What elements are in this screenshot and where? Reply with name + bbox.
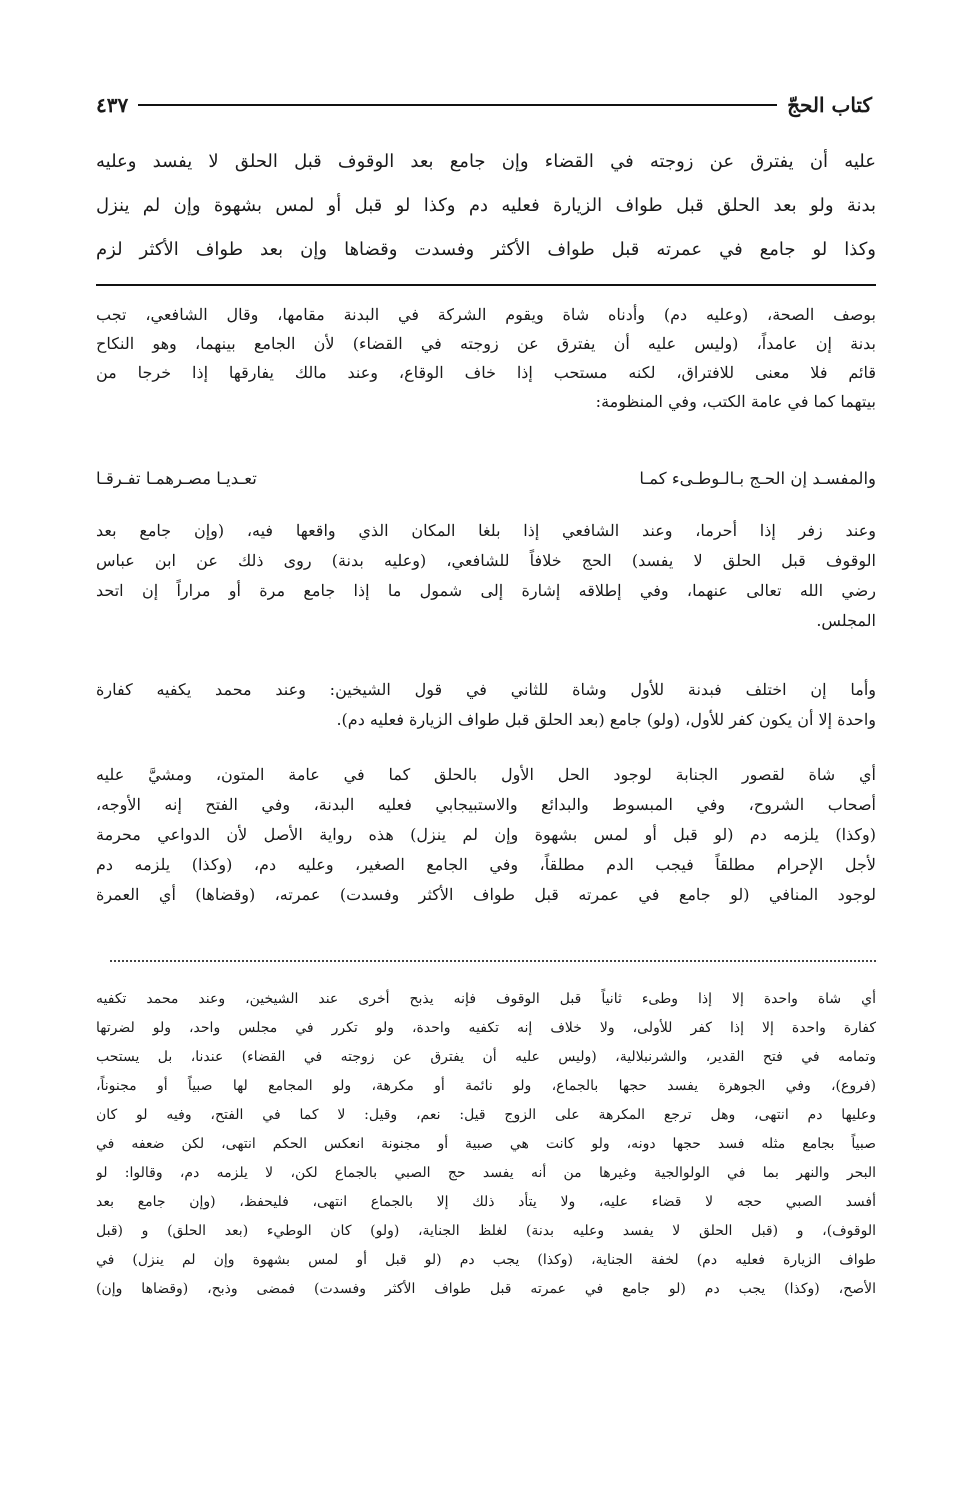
- footnote-separator: [110, 960, 876, 974]
- footnote-line: وتمامه في فتح القدير، والشرنبلالية، (وليس عليه أن يفترق عن زوجته في القضاء) عندنا، بل يستحب: [96, 1049, 876, 1065]
- main-text: [96, 140, 876, 272]
- footnote: [96, 985, 876, 1304]
- chapter-title: كتاب الحجّ: [787, 93, 872, 117]
- header-rule: [138, 104, 777, 106]
- commentary-line: بوصف الصحة، (وعليه دم) وأدناه شاة ويقوم الشركة في البدنة مقامها، وقال الشافعي، تجب: [96, 305, 876, 324]
- commentary-line: وعند زفر إذا أحرما، وعند الشافعي إذا بلغا المكان الذي واقعها فيه، (وإن جامع بعد: [96, 521, 876, 540]
- footnote-line: الوقوف)، و (قبل الحلق لا يفسد وعليه بدنة) لغلظ الجناية، (ولو) كان الوطيء (بعد الحلق) و (قبل: [96, 1223, 876, 1239]
- footnote-line: طواف الزيارة فعليه دم) لخفة الجناية، (وكذا) يجب دم (لو قبل أو لمس بشهوة وإن لم ينزل) في: [96, 1252, 876, 1268]
- commentary-line: الوقوف قبل الحلق لا يفسد) الحج خلافاً للشافعي، (وعليه بدنة) روى ذلك عن ابن عباس: [96, 551, 876, 570]
- commentary-line: واحدة إلا أن يكون كفر للأول، (ولو) جامع (بعد الحلق قبل طواف الزيارة فعليه دم).: [336, 710, 876, 729]
- commentary-paragraph: [96, 300, 876, 416]
- commentary-line: بدنة إن عامداً، (وليس عليه أن يفترق عن زوجته في القضاء) لأن الجامع بينهما، وهو النكاح: [96, 334, 876, 353]
- verse-second-hemistich: تعـديـا مصـرهمـا تفـرقـا: [96, 469, 257, 488]
- footnote-line: الأصح، (وكذا) يجب دم (لو جامع في عمرته قبل طواف الأكثر وفسدت) فمضى وذبح، (وقضاها وإن): [96, 1281, 876, 1297]
- commentary-line: بيتهما كما في عامة الكتب، وفي المنظومة:: [595, 392, 876, 411]
- commentary-line: لوجود المنافي (لو جامع في عمرته قبل طواف الأكثر وفسدت) عمرته، (وقضاها) أي العمرة: [96, 885, 876, 904]
- commentary-paragraph: [96, 516, 876, 636]
- footnote-line: وعليها دم انتهى، وهل ترجع المكرهة على الزوج قيل: نعم، وقيل: لا كما في الفتح، وفيه لو كان: [96, 1107, 876, 1123]
- commentary-line: لأجل الإحرام مطلقاً فيجب الدم مطلقاً، وفي الجامع الصغير، وعليه دم، (وكذا) يلزمه دم: [96, 855, 876, 874]
- main-text-line: عليه أن يفترق عن زوجته في القضاء وإن جامع بعد الوقوف قبل الحلق لا يفسد وعليه: [96, 151, 876, 172]
- main-text-line: بدنة ولو بعد الحلق قبل طواف الزيارة فعليه دم وكذا لو قبل أو لمس بشهوة وإن لم ينزل: [96, 195, 876, 216]
- commentary-line: أي شاة لقصور الجنابة لوجود الحل الأول بالحلق كما في عامة المتون، ومشيَّ عليه: [96, 765, 876, 784]
- commentary-line: أصحاب الشروح، وفي المبسوط والبدائع والاستبيجابي فعليه البدنة، وفي الفتح إنه الأوجه،: [96, 795, 876, 814]
- footnote-line: صبياً بجامع مثله فسد حجها دونه، ولو كانت هي صبية أو مجنونة انعكس الحكم انتهى، لكن ضعفه في: [96, 1136, 876, 1152]
- footnote-line: أي شاة واحدة إلا إذا وطىء ثانياً قبل الوقوف فإنه يذبح أخرى عند الشيخين، وعند محمد تكفيه: [96, 991, 876, 1007]
- footnote-line: البحر والنهر بما في الولوالجية وغيرها من أنه يفسد حج الصبي بالجماع لكن، لا يلزمه دم، وقالوا: لو: [96, 1165, 876, 1181]
- commentary-line: المجلس.: [816, 611, 876, 630]
- main-text-line: وكذا لو جامع في عمرته قبل طواف الأكثر وفسدت وقضاها وإن بعد طواف الأكثر لزم: [96, 239, 876, 260]
- commentary-line: وأما إن اختلف فبدنة للأول وشاة للثاني في قول الشيخين: وعند محمد يكفيه كفارة: [96, 680, 876, 699]
- commentary-paragraph: [96, 675, 876, 735]
- commentary-line: (وكذا) يلزمه دم (لو قبل أو لمس بشهوة وإن لم ينزل) هذه رواية الأصل لأن الدواعي محرمة: [96, 825, 876, 844]
- main-text-divider: [96, 284, 876, 286]
- page-number: ٤٣٧: [96, 93, 129, 117]
- footnote-line: أفسد الصبي حجه لا قضاء عليه، ولا يتأد ذلك إلا بالجماع انتهى، فليحفظ، (وإن جامع بعد: [96, 1194, 876, 1210]
- commentary-paragraph: [96, 760, 876, 910]
- verse-first-hemistich: والمفسـد إن الحـج بـالـوطـىء كمـا: [639, 469, 876, 488]
- running-header: [96, 88, 872, 122]
- footnote-line: كفارة واحدة إلا إذا كفر للأولى، ولا خلاف إنه تكفيه واحدة، ولو تكرر في مجلس واحد، ولو لضرتها: [96, 1020, 876, 1036]
- commentary-line: قائم فلا معنى للافتراق، لكنه مستحب إذا خاف الوقاع، وعند مالك يفارقها إذا خرجا من: [96, 363, 876, 382]
- footnote-line: (فروع)، وفي الجوهرة يفسد حجها بالجماع، ولو نائمة أو مكرهة، ولو المجامع لها صبياً أو مجنوناً،: [96, 1078, 876, 1094]
- poem-verse: [96, 462, 876, 496]
- commentary-line: رضي الله تعالى عنهما، وفي إطلاقه إشارة إلى شمول ما إذا جامع مرة أو مراراً إن اتحد: [96, 581, 876, 600]
